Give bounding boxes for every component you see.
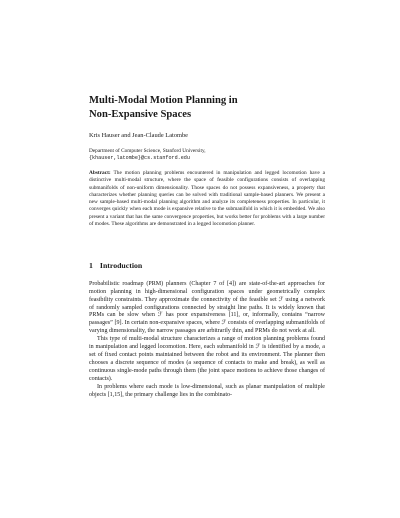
paragraph: This type of multi-modal structure characterizes a range of motion planning problems found in manipulation and legged locomotion. Here, each submanifold in ℱ is identified by a mode, a set of fixed contact points maintained between the robot and its environment. The planner then chooses a discrete sequence of modes (a sequence of contacts to make and break), as well as continuous single-mode paths through them (the joint space motions to achieve those changes of contacts). [89, 336, 325, 382]
abstract-text: The motion planning problems encountered in manipulation and legged locomotion have a distinctive multi-modal structure, where the space of feasible configurations consists of overlapping submanifolds of non-uniform dimensionality. Those spaces do not possess expansiveness, a property that characterizes whether planning queries can be solved with traditional sample-based planners. We present a new sample-based multi-modal planning algorithm and analyze its completeness properties. In particular, it converges quickly when each mode is expansive relative to the submanifold in which it is embedded. We also present a variant that has the same convergence properties, but works better for problems with a large number of modes. These algorithms are demonstrated in a legged locomotion planner. [89, 170, 325, 228]
abstract [89, 170, 325, 228]
author-email: {khauser,latombe}@cs.stanford.edu [89, 155, 190, 162]
section-number: 1 [89, 261, 93, 270]
title-line-2: Non-Expansive Spaces [89, 108, 192, 120]
paper-title [89, 94, 329, 121]
affiliation-block [89, 148, 329, 163]
body-text [89, 281, 325, 400]
affiliation: Department of Computer Science, Stanford University, [89, 148, 206, 154]
abstract-label: Abstract: [89, 170, 111, 176]
paragraph: Probabilistic roadmap (PRM) planners (Chapter 7 of [4]) are state-of-the-art approaches for motion planning in high-dimensional configuration spaces under geometrically complex feasibility constraints. They approximate the connectivity of the feasible set ℱ using a network of randomly sampled configurations connected by straight line paths. It is widely known that PRMs can be slow when ℱ has poor expansiveness [11], or, informally, contains “narrow passages” [9]. In certain non-expansive spaces, where ℱ consists of overlapping submanifolds of varying dimensionality, the narrow passages are arbitrarily thin, and PRMs do not work at all. [89, 281, 325, 335]
paragraph: In problems where each mode is low-dimensional, such as planar manipulation of multiple objects [1,15], the primary challenge lies in the combinato- [89, 383, 325, 398]
title-line-1: Multi-Modal Motion Planning in [89, 95, 238, 106]
section-heading [89, 261, 142, 271]
authors: Kris Hauser and Jean-Claude Latombe [89, 132, 189, 139]
section-title: Introduction [99, 261, 143, 270]
